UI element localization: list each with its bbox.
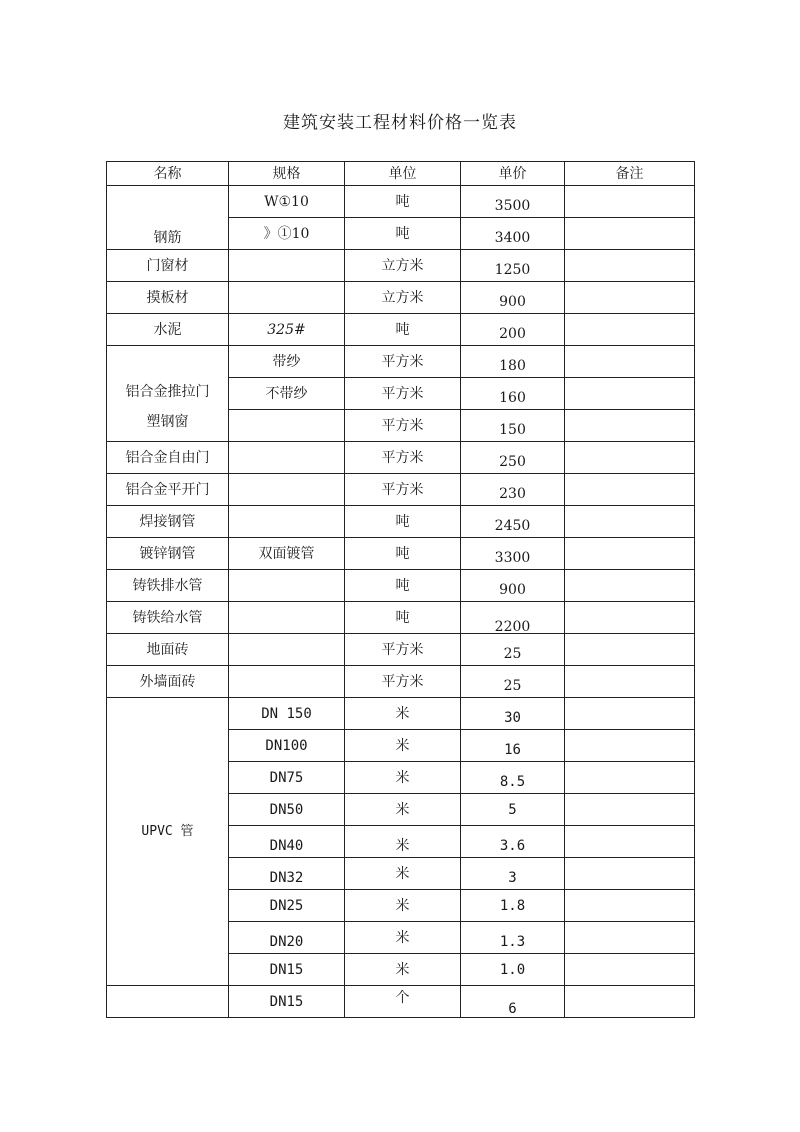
- cell-spec: 不带纱: [229, 378, 345, 410]
- cell-spec: [229, 570, 345, 602]
- cell-note: [565, 922, 695, 954]
- cell-spec-text: DN40: [269, 837, 304, 854]
- cell-spec: DN 150: [229, 698, 345, 730]
- cell-unit: 平方米: [345, 442, 461, 474]
- cell-spec: [229, 250, 345, 282]
- cell-unit: 平方米: [345, 346, 461, 378]
- cell-unit-text: 个: [395, 989, 410, 1006]
- cell-spec: W①10: [229, 186, 345, 218]
- cell-unit: 米: [345, 922, 461, 954]
- cell-unit: 米: [345, 730, 461, 762]
- cell-note: [565, 794, 695, 826]
- cell-price-text: 25: [503, 677, 522, 694]
- cell-price: [461, 922, 565, 954]
- cell-unit: 平方米: [345, 634, 461, 666]
- cell-price: [461, 218, 565, 250]
- cell-note: [565, 570, 695, 602]
- cell-unit: 米: [345, 794, 461, 826]
- cell-name-text: 钢筋: [153, 229, 182, 246]
- cell-price-text: 30: [504, 709, 521, 726]
- cell-spec: [229, 410, 345, 442]
- cell-note: [565, 954, 695, 986]
- cell-spec: 》①10: [229, 218, 345, 250]
- cell-price-text: 6: [508, 1000, 517, 1017]
- header-name: 名称: [107, 162, 229, 186]
- cell-price-text: 3400: [494, 229, 531, 246]
- cell-price: 1.8: [461, 890, 565, 922]
- cell-spec: 325#: [229, 314, 345, 346]
- table-row: [107, 666, 695, 698]
- cell-unit: 吨: [345, 538, 461, 570]
- table-row: [107, 698, 695, 730]
- cell-note: [565, 538, 695, 570]
- table-row: [107, 986, 695, 1018]
- cell-unit: 平方米: [345, 410, 461, 442]
- cell-price-text: 16: [504, 741, 521, 758]
- cell-name: [107, 986, 229, 1018]
- table-row: [107, 634, 695, 666]
- cell-price-text: 3: [508, 869, 517, 886]
- cell-name: 门窗材: [107, 250, 229, 282]
- cell-note: [565, 346, 695, 378]
- cell-spec: DN15: [229, 954, 345, 986]
- cell-name: 外墙面砖: [107, 666, 229, 698]
- cell-note: [565, 666, 695, 698]
- table-header-row: [107, 162, 695, 186]
- cell-name-text: UPVC 管: [141, 824, 194, 839]
- table-row: [107, 442, 695, 474]
- cell-spec: [229, 282, 345, 314]
- cell-note: [565, 730, 695, 762]
- cell-name-text: 塑钢窗: [146, 413, 189, 430]
- cell-note: [565, 826, 695, 858]
- cell-spec: [229, 442, 345, 474]
- cell-price-text: 160: [499, 389, 526, 406]
- cell-name: 铝合金自由门: [107, 442, 229, 474]
- cell-price: [461, 858, 565, 890]
- cell-price-text: 1.3: [499, 933, 526, 950]
- table-row: [107, 506, 695, 538]
- cell-name: 地面砖: [107, 634, 229, 666]
- cell-unit: 米: [345, 762, 461, 794]
- header-note: 备注: [565, 162, 695, 186]
- cell-note: [565, 986, 695, 1018]
- cell-unit: [345, 986, 461, 1018]
- material-price-table: [106, 161, 695, 1018]
- cell-spec: [229, 922, 345, 954]
- cell-unit: 平方米: [345, 474, 461, 506]
- cell-spec: [229, 506, 345, 538]
- cell-price: [461, 250, 565, 282]
- cell-note: [565, 282, 695, 314]
- cell-spec: [229, 634, 345, 666]
- table-row: [107, 602, 695, 634]
- cell-spec: [229, 666, 345, 698]
- cell-note: [565, 634, 695, 666]
- cell-unit: 米: [345, 698, 461, 730]
- cell-note: [565, 890, 695, 922]
- cell-price: [461, 378, 565, 410]
- table-row: [107, 282, 695, 314]
- cell-note: [565, 762, 695, 794]
- cell-name: 铝合金平开门: [107, 474, 229, 506]
- cell-name-text: 铝合金推拉门: [125, 383, 210, 400]
- cell-spec-text: DN32: [269, 869, 304, 886]
- cell-note: [565, 602, 695, 634]
- cell-spec: [229, 858, 345, 890]
- header-unit: 单位: [345, 162, 461, 186]
- cell-unit: 立方米: [345, 282, 461, 314]
- cell-unit: 吨: [345, 570, 461, 602]
- cell-price: [461, 570, 565, 602]
- document-title: 建筑安装工程材料价格一览表: [283, 113, 517, 133]
- cell-price: [461, 762, 565, 794]
- table-row: [107, 314, 695, 346]
- cell-unit: 吨: [345, 506, 461, 538]
- cell-price: [461, 602, 565, 634]
- cell-price: [461, 410, 565, 442]
- cell-price-text: 3300: [494, 549, 531, 566]
- cell-price-text: 230: [499, 485, 526, 502]
- cell-spec-text: DN20: [269, 933, 304, 950]
- cell-price-text: 3.6: [499, 837, 526, 854]
- cell-price-text: 180: [499, 357, 526, 374]
- cell-price: [461, 442, 565, 474]
- cell-note: [565, 314, 695, 346]
- cell-price: [461, 282, 565, 314]
- cell-note: [565, 410, 695, 442]
- cell-spec: [229, 826, 345, 858]
- cell-unit: 吨: [345, 218, 461, 250]
- cell-name: 摸板材: [107, 282, 229, 314]
- cell-spec: DN15: [229, 986, 345, 1018]
- cell-note: [565, 858, 695, 890]
- cell-spec: 带纱: [229, 346, 345, 378]
- cell-price-text: 200: [499, 325, 526, 342]
- cell-unit: 吨: [345, 314, 461, 346]
- cell-spec: DN25: [229, 890, 345, 922]
- cell-name: 镀锌钢管: [107, 538, 229, 570]
- cell-unit-text: 米: [395, 837, 410, 854]
- cell-spec: 双面镀管: [229, 538, 345, 570]
- cell-price: [461, 538, 565, 570]
- cell-price: [461, 314, 565, 346]
- cell-unit: 米: [345, 890, 461, 922]
- cell-spec: [229, 602, 345, 634]
- cell-name: [107, 346, 229, 442]
- cell-name: 铸铁排水管: [107, 570, 229, 602]
- cell-note: [565, 378, 695, 410]
- cell-price: [461, 506, 565, 538]
- cell-unit: 吨: [345, 186, 461, 218]
- cell-price: 5: [461, 794, 565, 826]
- cell-price: 1.0: [461, 954, 565, 986]
- header-price: 单价: [461, 162, 565, 186]
- cell-price-text: 250: [499, 453, 526, 470]
- cell-note: [565, 442, 695, 474]
- cell-note: [565, 186, 695, 218]
- cell-price: [461, 698, 565, 730]
- cell-spec: DN75: [229, 762, 345, 794]
- table-row: [107, 250, 695, 282]
- cell-note: [565, 250, 695, 282]
- cell-price-text: 900: [499, 581, 526, 598]
- cell-price-text: 3500: [494, 197, 531, 214]
- cell-unit: 平方米: [345, 378, 461, 410]
- cell-price-text: 2450: [494, 517, 531, 534]
- cell-price: [461, 186, 565, 218]
- header-spec: 规格: [229, 162, 345, 186]
- cell-price: [461, 730, 565, 762]
- cell-note: [565, 474, 695, 506]
- cell-name: 铸铁给水管: [107, 602, 229, 634]
- cell-spec: DN100: [229, 730, 345, 762]
- cell-name: [107, 698, 229, 986]
- table-row: [107, 346, 695, 378]
- cell-name: 水泥: [107, 314, 229, 346]
- cell-spec: DN50: [229, 794, 345, 826]
- table-row: [107, 186, 695, 218]
- cell-spec: [229, 474, 345, 506]
- cell-note: [565, 698, 695, 730]
- cell-price: [461, 666, 565, 698]
- cell-name: 焊接钢管: [107, 506, 229, 538]
- cell-unit: 吨: [345, 602, 461, 634]
- cell-unit: [345, 826, 461, 858]
- cell-name: [107, 186, 229, 250]
- cell-price-text: 8.5: [499, 773, 526, 790]
- cell-note: [565, 506, 695, 538]
- cell-price-text: 900: [499, 293, 526, 310]
- cell-price: [461, 826, 565, 858]
- cell-price-text: 2200: [494, 618, 531, 635]
- cell-note: [565, 218, 695, 250]
- cell-price-text: 150: [499, 421, 526, 438]
- cell-unit: 米: [345, 858, 461, 890]
- cell-price: [461, 474, 565, 506]
- cell-unit: 立方米: [345, 250, 461, 282]
- cell-unit: 平方米: [345, 666, 461, 698]
- table-row: [107, 570, 695, 602]
- table-row: [107, 474, 695, 506]
- cell-price-text: 25: [503, 645, 522, 662]
- cell-price-text: 1250: [494, 261, 531, 278]
- table-row: [107, 538, 695, 570]
- cell-price: [461, 346, 565, 378]
- cell-price: [461, 986, 565, 1018]
- cell-unit: 米: [345, 954, 461, 986]
- cell-price: [461, 634, 565, 666]
